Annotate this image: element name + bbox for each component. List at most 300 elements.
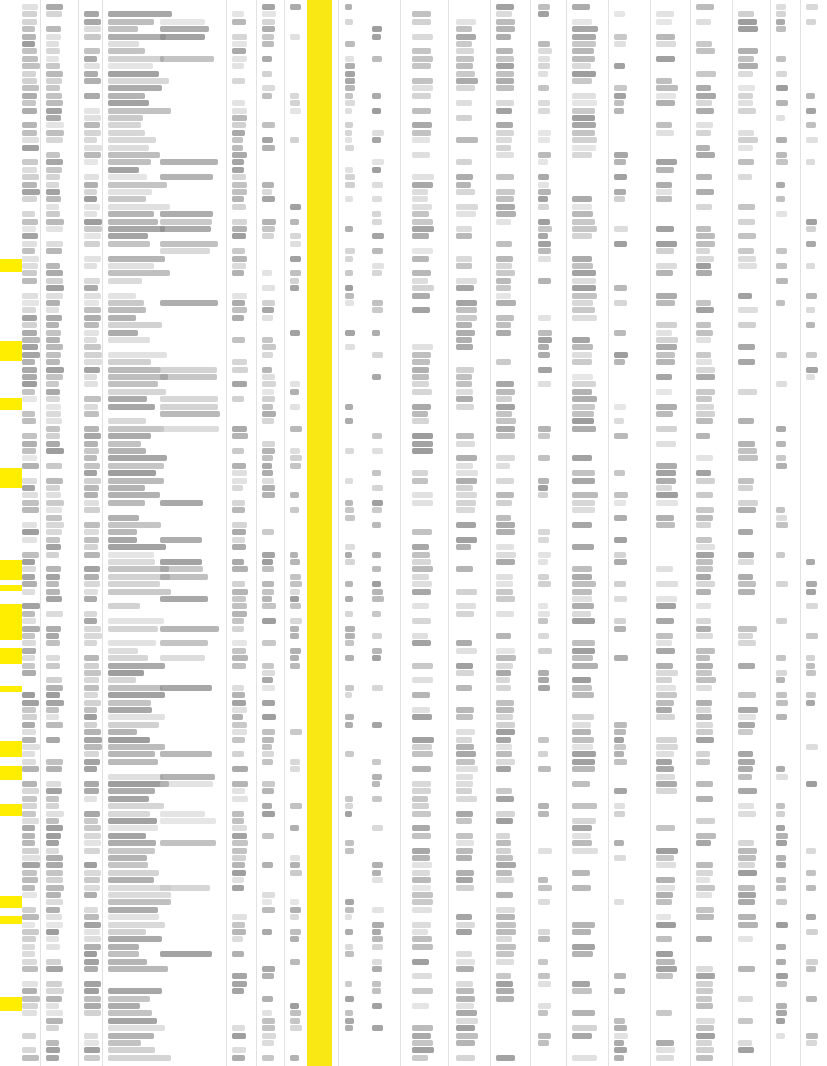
table-cell (572, 145, 596, 151)
table-cell (572, 677, 591, 683)
table-cell (538, 478, 549, 484)
table-cell (84, 922, 101, 928)
table-cell (572, 293, 597, 299)
table-cell (614, 300, 627, 306)
table-cell (412, 256, 429, 262)
table-cell (696, 71, 716, 77)
table-cell (572, 34, 596, 40)
table-cell (262, 759, 273, 765)
table-cell (290, 137, 299, 143)
table-cell (22, 500, 39, 506)
table-cell (738, 263, 757, 269)
table-cell (46, 211, 60, 217)
table-cell (538, 367, 552, 373)
table-cell (614, 492, 628, 498)
table-cell (46, 278, 63, 284)
table-cell (496, 478, 514, 484)
table-cell (46, 93, 62, 99)
table-cell (738, 892, 756, 898)
table-cell (696, 566, 713, 572)
table-cell (84, 93, 100, 99)
table-cell (22, 766, 39, 772)
table-cell (108, 951, 139, 957)
table-cell (22, 241, 37, 247)
table-cell (496, 944, 516, 950)
table-cell (412, 492, 433, 498)
table-cell (84, 441, 98, 447)
table-cell (108, 552, 154, 558)
table-cell (262, 374, 275, 380)
table-column (22, 0, 40, 1066)
table-cell (696, 470, 711, 476)
table-cell (84, 256, 101, 262)
table-cell (372, 448, 383, 454)
table-cell (456, 478, 477, 484)
table-cell (108, 818, 157, 824)
table-cell (290, 648, 301, 654)
table-cell (46, 478, 63, 484)
table-cell (372, 485, 383, 491)
table-cell (412, 219, 433, 225)
table-cell (46, 885, 64, 891)
table-cell (656, 330, 672, 336)
table-cell (456, 115, 472, 121)
table-cell (108, 263, 154, 269)
table-cell (412, 418, 429, 424)
table-cell (776, 840, 787, 846)
table-cell (22, 322, 37, 328)
table-cell (46, 337, 60, 343)
table-cell (84, 589, 98, 595)
table-cell (412, 566, 433, 572)
table-cell (496, 455, 515, 461)
table-cell (108, 352, 167, 358)
table-cell (572, 426, 596, 432)
table-cell (572, 507, 595, 513)
table-cell (22, 219, 38, 225)
table-cell (572, 478, 595, 484)
table-cell (496, 19, 515, 25)
table-cell (738, 640, 756, 646)
table-cell (22, 85, 39, 91)
table-cell (806, 781, 817, 787)
table-cell (412, 781, 431, 787)
table-cell (738, 788, 757, 794)
table-cell (572, 766, 595, 772)
table-cell (232, 204, 246, 210)
table-cell (456, 233, 472, 239)
table-cell (538, 677, 549, 683)
table-cell (22, 211, 35, 217)
table-cell (22, 751, 35, 757)
table-cell (345, 108, 352, 114)
table-cell (262, 411, 276, 417)
table-cell (776, 700, 788, 706)
column-rule (284, 0, 285, 1066)
table-cell (46, 411, 61, 417)
table-cell (22, 233, 38, 239)
table-cell (776, 670, 787, 676)
table-cell (538, 189, 551, 195)
table-cell (22, 648, 36, 654)
table-cell (538, 959, 548, 965)
table-cell (696, 85, 711, 91)
table-cell (738, 714, 756, 720)
table-cell (456, 1018, 478, 1024)
table-cell (46, 1055, 59, 1061)
table-cell (456, 300, 477, 306)
table-cell (46, 174, 60, 180)
table-cell (456, 204, 478, 210)
table-cell (496, 11, 512, 17)
table-cell (456, 189, 475, 195)
table-cell (84, 159, 98, 165)
table-cell (656, 426, 677, 432)
table-cell (412, 441, 433, 447)
table-cell (46, 344, 63, 350)
table-cell (412, 907, 432, 913)
table-cell (372, 589, 383, 595)
table-cell (776, 263, 787, 269)
table-cell (572, 4, 590, 10)
table-cell (84, 811, 100, 817)
table-cell (412, 603, 429, 609)
table-cell (22, 981, 38, 987)
table-cell (614, 626, 626, 632)
table-cell (806, 4, 818, 10)
table-cell (614, 418, 624, 424)
table-cell (46, 929, 59, 935)
table-cell (738, 256, 756, 262)
table-cell (84, 870, 101, 876)
table-cell (572, 611, 591, 617)
table-cell (22, 485, 35, 491)
table-cell (84, 640, 97, 646)
table-cell (22, 670, 36, 676)
table-cell (372, 108, 381, 114)
table-cell (84, 448, 99, 454)
table-cell (22, 11, 37, 17)
table-cell (22, 256, 39, 262)
table-cell (22, 618, 36, 624)
table-cell (572, 204, 592, 210)
table-cell (84, 1033, 98, 1039)
table-cell (696, 663, 713, 669)
table-cell (84, 307, 101, 313)
table-cell (262, 448, 275, 454)
table-cell (84, 929, 100, 935)
table-cell (538, 811, 549, 817)
table-cell (84, 433, 101, 439)
table-cell (456, 1033, 478, 1039)
table-cell (262, 1018, 275, 1024)
table-cell (656, 515, 674, 521)
table-cell (290, 855, 300, 861)
table-cell (108, 492, 160, 498)
table-cell (46, 981, 62, 987)
table-cell (614, 11, 625, 17)
table-cell (738, 848, 757, 854)
table-cell (232, 700, 246, 706)
table-cell (496, 293, 511, 299)
table-cell (806, 744, 818, 750)
table-cell (22, 167, 37, 173)
table-cell (656, 774, 675, 780)
table-cell (656, 855, 674, 861)
table-cell (262, 34, 274, 40)
table-cell (345, 929, 353, 935)
table-cell (290, 899, 299, 905)
table-cell (160, 211, 213, 217)
table-cell (232, 478, 247, 484)
table-column (456, 0, 478, 1066)
table-cell (614, 241, 627, 247)
table-cell (160, 426, 219, 432)
table-cell (84, 751, 99, 757)
table-cell (456, 78, 478, 84)
table-cell (776, 278, 788, 284)
table-cell (496, 596, 515, 602)
table-cell (456, 389, 473, 395)
table-cell (108, 929, 146, 935)
table-cell (656, 100, 675, 106)
table-cell (84, 840, 101, 846)
table-cell (656, 951, 673, 957)
table-cell (456, 855, 472, 861)
table-cell (46, 41, 59, 47)
table-cell (496, 219, 511, 225)
table-cell (738, 48, 758, 54)
table-cell (656, 759, 672, 765)
table-cell (22, 278, 37, 284)
table-cell (538, 936, 550, 942)
table-cell (372, 922, 384, 928)
table-cell (538, 877, 548, 883)
table-cell (806, 367, 818, 373)
table-cell (262, 26, 275, 32)
table-cell (84, 315, 101, 321)
table-cell (614, 41, 626, 47)
table-cell (776, 19, 785, 25)
table-cell (412, 848, 430, 854)
table-cell (696, 122, 713, 128)
table-cell (496, 211, 516, 217)
table-cell (22, 122, 37, 128)
row-highlight-marker (0, 997, 22, 1011)
table-cell (232, 722, 247, 728)
table-cell (232, 729, 247, 735)
table-cell (538, 241, 551, 247)
table-cell (456, 174, 473, 180)
table-cell (46, 26, 61, 32)
table-cell (46, 1047, 60, 1053)
table-cell (572, 344, 593, 350)
row-highlight-marker (0, 604, 22, 640)
table-cell (456, 966, 474, 972)
table-cell (412, 788, 431, 794)
table-cell (656, 85, 678, 91)
table-cell (84, 19, 101, 25)
table-cell (262, 11, 276, 17)
table-cell (776, 618, 787, 624)
table-cell (456, 211, 476, 217)
table-cell (412, 108, 431, 114)
table-cell (290, 4, 301, 10)
table-cell (46, 196, 61, 202)
table-cell (496, 34, 511, 40)
table-cell (232, 589, 248, 595)
column-rule (78, 0, 79, 1066)
table-cell (776, 4, 786, 10)
table-cell (538, 152, 551, 158)
table-cell (108, 996, 150, 1002)
table-cell (806, 581, 817, 587)
table-cell (538, 85, 549, 91)
table-cell (372, 374, 381, 380)
table-cell (372, 825, 383, 831)
table-cell (614, 189, 626, 195)
table-cell (696, 4, 714, 10)
table-cell (372, 796, 382, 802)
table-cell (776, 774, 788, 780)
table-cell (412, 751, 433, 757)
table-cell (46, 589, 60, 595)
table-cell (262, 1025, 275, 1031)
table-cell (572, 63, 591, 69)
table-cell (84, 825, 101, 831)
table-cell (656, 877, 675, 883)
table-cell (456, 996, 475, 1002)
table-cell (412, 944, 433, 950)
table-cell (290, 256, 301, 262)
table-cell (776, 1010, 787, 1016)
table-cell (538, 344, 549, 350)
table-cell (108, 322, 162, 328)
table-cell (572, 19, 592, 25)
table-cell (262, 455, 273, 461)
table-cell (614, 404, 626, 410)
table-cell (22, 737, 36, 743)
table-cell (456, 1055, 475, 1061)
table-cell (46, 700, 64, 706)
table-cell (160, 300, 218, 306)
table-cell (290, 936, 299, 942)
table-cell (46, 996, 62, 1002)
table-cell (22, 663, 35, 669)
table-cell (22, 389, 35, 395)
table-cell (496, 929, 516, 935)
table-cell (696, 478, 715, 484)
table-cell (538, 219, 550, 225)
table-cell (262, 603, 276, 609)
table-cell (738, 692, 756, 698)
table-cell (262, 381, 276, 387)
table-cell (806, 93, 815, 99)
table-cell (22, 914, 39, 920)
table-cell (84, 396, 101, 402)
table-cell (738, 19, 757, 25)
table-cell (160, 219, 212, 225)
table-cell (572, 56, 595, 62)
table-cell (456, 796, 477, 802)
table-cell (290, 862, 300, 868)
table-cell (108, 833, 146, 839)
table-cell (696, 241, 715, 247)
table-cell (538, 981, 551, 987)
table-cell (22, 1047, 36, 1053)
table-cell (108, 670, 144, 676)
table-cell (84, 196, 97, 202)
table-cell (290, 618, 302, 624)
table-cell (572, 833, 591, 839)
table-cell (345, 914, 352, 920)
table-column (614, 0, 628, 1066)
table-cell (84, 759, 100, 765)
table-cell (696, 418, 713, 424)
table-cell (412, 226, 434, 232)
table-cell (372, 307, 383, 313)
table-cell (412, 389, 432, 395)
table-cell (538, 433, 550, 439)
table-cell (572, 359, 592, 365)
table-cell (456, 41, 472, 47)
table-cell (84, 485, 99, 491)
table-cell (738, 803, 754, 809)
table-cell (656, 359, 675, 365)
table-cell (22, 870, 37, 876)
table-cell (496, 655, 516, 661)
table-cell (160, 404, 218, 410)
table-cell (84, 862, 97, 868)
table-cell (614, 581, 626, 587)
table-cell (572, 744, 593, 750)
table-cell (345, 633, 355, 639)
table-cell (456, 774, 473, 780)
table-cell (614, 330, 626, 336)
table-cell (696, 833, 716, 839)
table-cell (22, 330, 37, 336)
table-cell (262, 56, 272, 62)
table-cell (656, 781, 677, 787)
table-cell (22, 418, 36, 424)
table-cell (738, 219, 755, 225)
table-cell (696, 840, 711, 846)
table-cell (456, 833, 473, 839)
table-cell (456, 441, 475, 447)
table-cell (22, 93, 37, 99)
table-cell (262, 581, 274, 587)
table-cell (496, 189, 515, 195)
table-cell (108, 189, 152, 195)
table-cell (456, 648, 477, 654)
table-cell (46, 848, 59, 854)
table-cell (372, 137, 381, 143)
table-cell (345, 722, 353, 728)
table-cell (456, 492, 477, 498)
table-cell (232, 233, 246, 239)
table-cell (46, 966, 63, 972)
table-cell (496, 108, 512, 114)
table-cell (456, 589, 477, 595)
table-cell (614, 744, 626, 750)
table-cell (614, 855, 626, 861)
table-cell (372, 862, 383, 868)
table-cell (46, 1025, 59, 1031)
table-cell (572, 685, 592, 691)
table-cell (372, 581, 381, 587)
table-cell (738, 293, 752, 299)
table-cell (108, 130, 145, 136)
